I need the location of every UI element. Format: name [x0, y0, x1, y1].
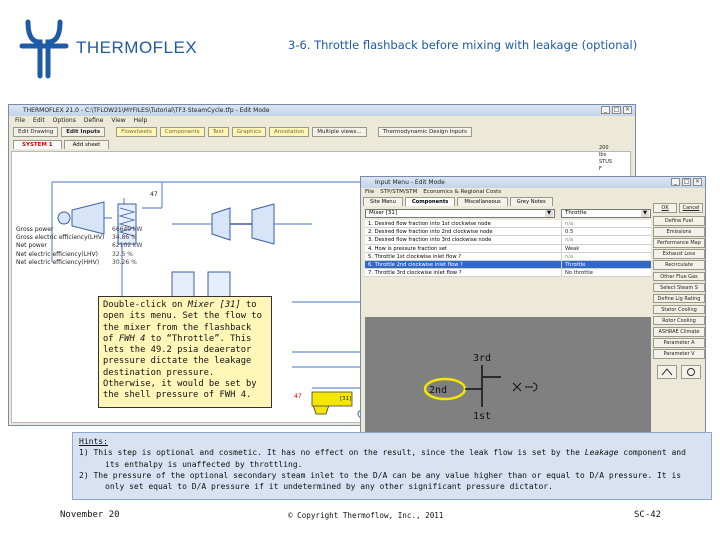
param-value[interactable]: No throttle	[561, 269, 651, 276]
edit-menu-stp[interactable]: STP/STM/STM	[380, 189, 418, 195]
result-value: 30.26 %	[112, 258, 137, 266]
other-flue-gas-button[interactable]: Other Flue Gas	[653, 272, 705, 282]
slide-title: 3-6. Throttle flashback before mixing with leakage (optional)	[288, 38, 638, 52]
parameter-a-button[interactable]: Parameter A	[653, 338, 705, 348]
instruction-callout	[98, 296, 272, 408]
menu-options[interactable]: Options	[52, 117, 76, 124]
stator-cooling-button[interactable]: Stator Cooling	[653, 305, 705, 315]
recirculate-button[interactable]: Recirculate	[653, 260, 705, 270]
result-row-net-eff-lhv	[16, 251, 142, 259]
thermo-design-inputs-button[interactable]: Thermodynamic Design Inputs	[378, 127, 472, 137]
graphics-button[interactable]: Graphics	[232, 127, 266, 137]
hint-number: 1)	[79, 448, 89, 458]
emissions-button[interactable]: Emissions	[653, 227, 705, 237]
param-label: 7. Throttle 3rd clockwise inlet flow ?	[365, 269, 561, 276]
menu-help[interactable]: Help	[133, 117, 148, 124]
inlet-3rd-label: 3rd	[473, 353, 492, 364]
rotor-cooling-button[interactable]: Rotor Cooling	[653, 316, 705, 326]
edit-window-body	[361, 207, 706, 438]
param-row[interactable]	[365, 253, 651, 261]
logo-text: THERMOFLEX	[76, 38, 198, 57]
help-icon[interactable]	[657, 365, 677, 379]
units-stus[interactable]: STUS	[599, 159, 613, 165]
main-window-titlebar	[9, 105, 635, 116]
edit-menu-economics[interactable]: Economics & Regional Costs	[423, 189, 502, 195]
result-value: 32.5 %	[112, 250, 133, 258]
hint-number: 2)	[79, 470, 89, 480]
param-label: 1. Desired flow fraction into 1st clockwise node	[365, 220, 561, 227]
edit-maximize-button[interactable]: □	[683, 178, 690, 185]
edit-window-titlebar	[361, 177, 705, 188]
thermoflex-logo-mark	[18, 16, 70, 80]
compressor-icon[interactable]	[58, 212, 70, 224]
tab-miscellaneous[interactable]: Miscellaneous	[457, 197, 507, 206]
mixer-diagram-panel	[365, 317, 651, 435]
param-label: 2. Desired flow fraction into 2nd clockwise node	[365, 228, 561, 235]
units-value[interactable]: 200	[599, 145, 609, 151]
param-row-selected[interactable]	[365, 261, 651, 269]
text-button[interactable]: Text	[208, 127, 229, 137]
param-row[interactable]	[365, 269, 651, 277]
chevron-down-icon[interactable]: ▼	[641, 210, 649, 217]
edit-window-title: Input Menu - Edit Mode	[375, 179, 445, 186]
result-value: 34.86 %	[112, 234, 137, 242]
callout-mixer-ref: Mixer [31]	[187, 300, 241, 310]
menu-define[interactable]: Define	[83, 117, 104, 124]
result-row-net-eff-hhv	[16, 259, 142, 267]
hints-box	[72, 432, 712, 500]
maximize-button[interactable]: □	[613, 106, 620, 113]
result-label: Gross electric efficiency(LHV)	[16, 234, 105, 242]
result-label: Net power	[16, 242, 47, 250]
footer-copyright: © Copyright Thermoflow, Inc., 2011	[288, 511, 444, 520]
hint-text: This step is optional and cosmetic. It has no effect on the result, since the leak flow is set by the	[93, 448, 585, 458]
edit-menubar	[361, 188, 705, 196]
param-row[interactable]	[365, 228, 651, 236]
flowsheets-button[interactable]: Flowsheets	[116, 127, 157, 137]
callout-fwh-ref: FWH 4	[118, 333, 146, 344]
callout-text: Double-click on	[103, 300, 188, 310]
component-select[interactable]	[365, 209, 555, 218]
annotation-button[interactable]: Annotation	[269, 127, 309, 137]
ok-button[interactable]: OK	[653, 203, 677, 213]
tab-add-sheet[interactable]: Add sheet	[64, 140, 110, 149]
param-value[interactable]: Throttle	[561, 261, 651, 268]
param-label: 4. How is pressure fraction set	[365, 245, 561, 252]
param-row[interactable]	[365, 245, 651, 253]
tab-site-menu[interactable]: Site Menu	[363, 197, 403, 206]
callout-text: to open its menu. Set the flow to the mixer from the flashback of	[103, 300, 262, 344]
edit-minimize-button[interactable]: _	[671, 178, 680, 186]
result-label: Net electric efficiency(LHV)	[16, 250, 98, 258]
throttle-select[interactable]	[561, 209, 651, 218]
input-menu-window	[360, 176, 706, 438]
throttle-select-value: Throttle	[565, 210, 587, 216]
results-summary	[16, 226, 142, 267]
chevron-down-icon[interactable]: ▼	[545, 210, 553, 217]
parameter-table	[365, 220, 651, 277]
result-row-gross-power	[16, 226, 142, 234]
define-lig-rating-button[interactable]: Define Lig Rating	[653, 294, 705, 304]
main-toolbar	[9, 125, 635, 139]
footer-page-number: SC-42	[634, 510, 662, 520]
param-value[interactable]: 0.5	[561, 228, 651, 235]
minimize-button[interactable]: _	[601, 106, 610, 114]
param-value[interactable]: n/a	[561, 253, 651, 260]
mixer-schematic	[365, 317, 651, 435]
hint-text: component and its enthalpy is unaffected by throttling.	[105, 448, 686, 469]
parameter-v-button[interactable]: Parameter V	[653, 349, 705, 359]
components-button[interactable]: Components	[160, 127, 205, 137]
edit-side-buttons	[653, 203, 705, 379]
hp-steam-turbine[interactable]	[212, 208, 230, 240]
result-label: Net electric efficiency(HHV)	[16, 258, 100, 266]
menu-file[interactable]: File	[15, 117, 26, 124]
tab-grey-notes[interactable]: Grey Notes	[510, 197, 553, 206]
param-value[interactable]: n/a	[561, 220, 651, 227]
mixer-31-label: [31]	[340, 396, 352, 402]
callout-text: to “Throttle”. This lets the 49.2 psia deaerator pressure dictate the leakage destination pressure. Otherwise, it would be set by the shell pressure of FWH 4.	[103, 333, 257, 401]
component-select-value: Mixer [31]	[369, 210, 398, 216]
menu-view[interactable]: View	[111, 117, 126, 124]
inlet-2nd-label: 2nd	[429, 385, 448, 396]
param-label: 6. Throttle 2nd clockwise inlet flow ?	[365, 261, 561, 268]
hint-item-1	[79, 447, 705, 470]
performance-map-button[interactable]: Performance Map	[653, 238, 705, 248]
sheet-tabs	[9, 139, 635, 149]
edit-drawing-button[interactable]: Edit Drawing	[13, 127, 58, 137]
define-fuel-button[interactable]: Define Fuel	[653, 216, 705, 226]
exhaust-loss-button[interactable]: Exhaust Loss	[653, 249, 705, 259]
node-47-label: 47	[294, 393, 302, 400]
result-value: 66649 kW	[112, 226, 143, 233]
param-row[interactable]	[365, 236, 651, 244]
menu-edit[interactable]: Edit	[33, 117, 45, 124]
param-value[interactable]: n/a	[561, 236, 651, 243]
ashrae-climate-button[interactable]: ASHRAE Climate	[653, 327, 705, 337]
result-row-gross-eff	[16, 234, 142, 242]
cancel-button[interactable]: Cancel	[679, 203, 703, 213]
param-value[interactable]: Weak	[561, 245, 651, 252]
hint-item-2	[79, 470, 705, 493]
node-47-top-label: 47	[150, 191, 158, 198]
info-icon[interactable]	[681, 365, 701, 379]
lp-steam-turbine[interactable]	[252, 204, 274, 244]
result-row-net-power	[16, 242, 142, 250]
hint-text: The pressure of the optional secondary steam inlet to the D/A can be any value higher than or equal to D/A pressure. It is only set equal to D/A pressure if it undetermined by any other significant pressure dictator.	[93, 470, 682, 492]
units-f[interactable]: F	[599, 166, 602, 172]
multiple-views-button[interactable]: Multiple views...	[312, 127, 366, 137]
footer-date: November 20	[60, 510, 120, 520]
main-menubar	[9, 116, 635, 125]
close-button[interactable]: ×	[624, 106, 631, 113]
tab-system-1[interactable]: SYSTEM 1	[13, 140, 62, 149]
edit-close-button[interactable]: ×	[694, 178, 701, 185]
main-window-title: THERMOFLEX 21.0 - C:\TFLOW21\MYFILES\Tutorial\TF3 SteamCycle.tfp - Edit Mode	[23, 107, 270, 114]
param-label: 3. Desired flow fraction into 3rd clockwise node	[365, 236, 561, 243]
result-value: 62102 kW	[112, 242, 143, 250]
inlet-1st-label: 1st	[473, 411, 492, 422]
hints-title: Hints:	[79, 437, 108, 446]
param-label: 5. Throttle 1st clockwise inlet flow ?	[365, 253, 561, 260]
mixer-symbol-icon	[513, 383, 537, 391]
edit-menu-file[interactable]: File	[365, 189, 375, 195]
edit-inputs-button[interactable]: Edit Inputs	[61, 127, 105, 137]
param-row[interactable]	[365, 220, 651, 228]
hint-emphasis: Leakage	[584, 448, 619, 458]
tab-components[interactable]: Components	[405, 197, 456, 206]
units-lbs[interactable]: lbs	[599, 152, 607, 158]
result-label: Gross power	[16, 226, 54, 233]
select-steam-button[interactable]: Select Steam S	[653, 283, 705, 293]
